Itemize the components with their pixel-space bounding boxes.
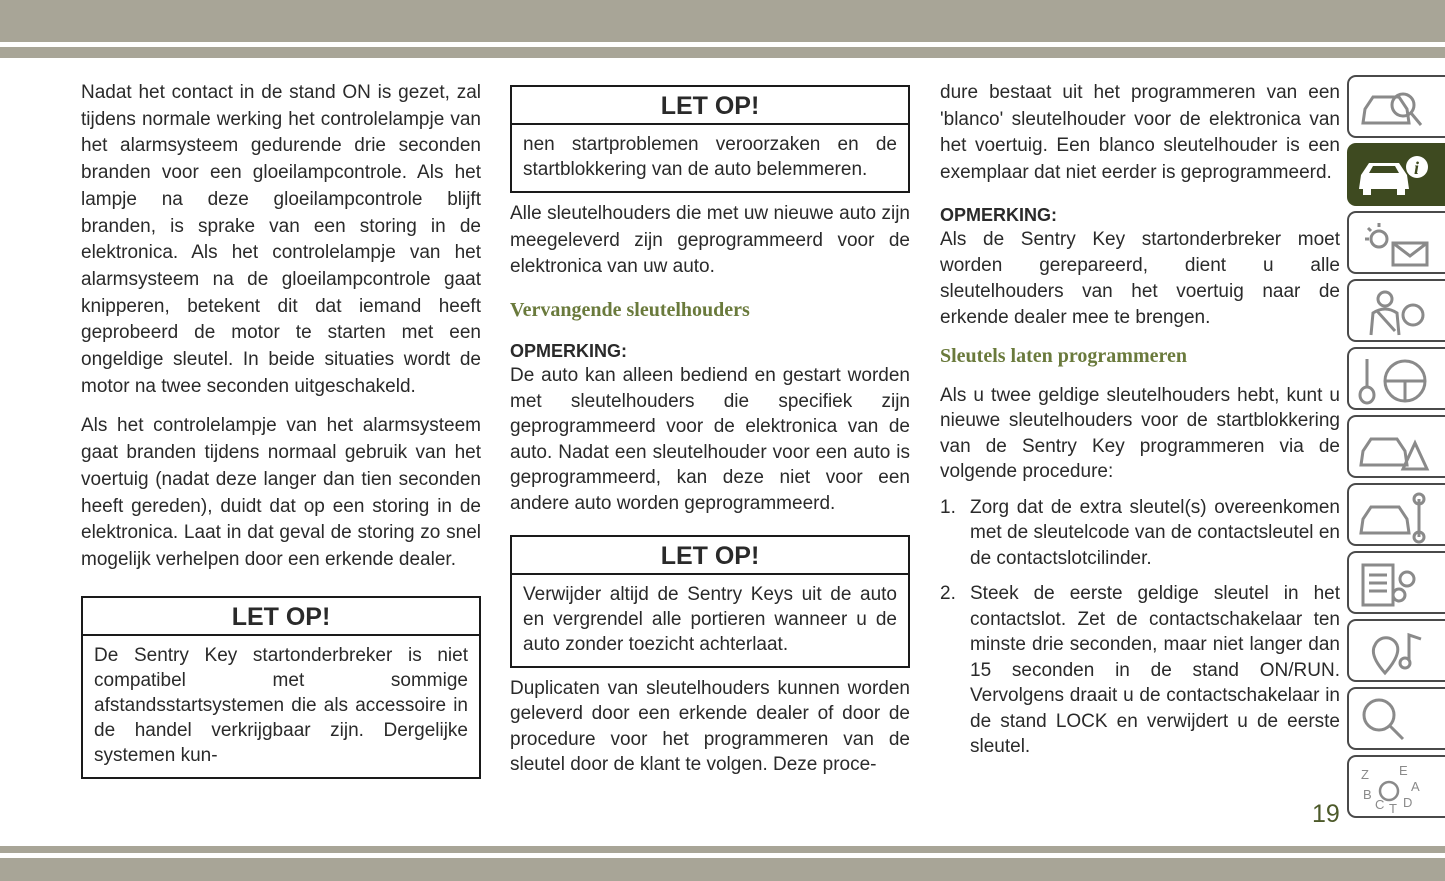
warning-title: LET OP!	[512, 87, 908, 125]
search-index-icon	[1355, 693, 1439, 748]
warning-box	[510, 535, 910, 668]
tab-key-steering[interactable]	[1347, 347, 1445, 410]
index-letter: B	[1363, 787, 1372, 802]
car-warning-triangle-icon	[1355, 421, 1439, 476]
index-letter: D	[1403, 795, 1413, 810]
step-text: Steek de eerste geldige sleutel in het contactslot. Zet de contactschakelaar ten minste drie seconden, maar niet langer dan 15 seconden in de stand ON/RUN. Vervolgens draait u de contactschakelaar in de stand LOCK en verwijdert u de eerste sleutel.	[970, 583, 1340, 758]
tab-multimedia[interactable]	[1347, 619, 1445, 682]
warning-text: Verwijder altijd de Sentry Keys uit de auto en vergrendel alle portieren wanneer u de auto zonder toezicht achterlaat.	[523, 583, 897, 655]
key-steering-wheel-icon	[1355, 353, 1439, 408]
section-heading: Vervangende sleutelhouders	[510, 299, 750, 322]
tab-specifications[interactable]	[1347, 551, 1445, 614]
warning-title: LET OP!	[83, 598, 479, 636]
bottom-footer-band	[0, 858, 1445, 881]
warning-box	[510, 85, 910, 193]
section-heading: Sleutels laten programmeren	[940, 344, 1188, 367]
tab-car-info[interactable]	[1347, 143, 1445, 206]
procedure-steps	[940, 495, 1340, 760]
warning-text: De Sentry Key startonderbreker is niet compatibel met sommige afstandsstartsystemen die als accessoire in de handel verkrijgbaar zijn. Dergelijke systemen kun-	[94, 644, 468, 766]
column-left	[81, 80, 481, 779]
column-right	[940, 80, 1340, 770]
list-item	[940, 581, 1340, 760]
warning-light-message-icon	[1355, 217, 1439, 272]
note-text: Als de Sentry Key startonderbreker moet worden gerepareerd, dient u alle sleutelhouders van het voertuig naar de erkende dealer mee te brengen.	[940, 228, 1340, 328]
svg-text:i: i	[1414, 158, 1420, 178]
warning-title: LET OP!	[512, 537, 908, 575]
car-info-icon	[1355, 149, 1439, 204]
top-header-stripe	[0, 47, 1445, 58]
seatbelt-airbag-icon	[1355, 285, 1439, 340]
tab-car-warning[interactable]	[1347, 415, 1445, 478]
alphabetical-index-icon	[1355, 761, 1439, 816]
tab-car-maintenance[interactable]	[1347, 483, 1445, 546]
index-letter: Z	[1361, 767, 1369, 782]
page-number: 19	[1312, 800, 1340, 828]
top-header-band	[0, 0, 1445, 42]
index-letter: T	[1389, 801, 1397, 816]
list-item	[940, 495, 1340, 572]
car-wrench-icon	[1355, 489, 1439, 544]
note-text: De auto kan alleen bediend en gestart worden met sleutelhouders die specifiek zijn geprogrammeerd voor de elektronica van de auto. Nadat een sleutelhouder voor een auto is geprogrammeerd, kan deze niet voor een andere auto worden geprogrammeerd.	[510, 365, 910, 515]
index-letter: A	[1411, 779, 1420, 794]
note-label: OPMERKING:	[510, 341, 627, 362]
step-number: 2.	[940, 583, 956, 605]
tab-warning-lights[interactable]	[1347, 211, 1445, 274]
paragraph: Als u twee geldige sleutelhouders hebt, kunt u nieuwe sleutelhouders voor de startblokkering van de Sentry Key programmeren via de volgende procedure:	[940, 384, 1340, 483]
multimedia-icon	[1355, 625, 1439, 680]
car-magnifier-icon	[1355, 81, 1439, 136]
tab-car-magnifier[interactable]	[1347, 75, 1445, 138]
paragraph: Als het controlelampje van het alarmsysteem gaat branden tijdens normaal gebruik van het voertuig (nadat deze langer dan tien seconden heeft gereden), duidt dat op een storing in de elektronica. Laat in dat geval de storing zo snel mogelijk verhelpen door een erkende dealer.	[81, 415, 481, 570]
column-middle	[510, 85, 910, 778]
paragraph: Duplicaten van sleutelhouders kunnen worden geleverd door een erkende dealer of door de procedure voor het programmeren van de sleutel door de klant te volgen. Deze proce-	[510, 677, 910, 776]
step-text: Zorg dat de extra sleutel(s) overeenkomen met de sleutelcode van de contactsleutel en de contactslotcilinder.	[970, 496, 1340, 569]
step-number: 1.	[940, 496, 956, 518]
bottom-footer-stripe	[0, 846, 1445, 853]
note-label: OPMERKING:	[940, 204, 1057, 225]
tab-search[interactable]	[1347, 687, 1445, 750]
paragraph: Nadat het contact in de stand ON is gezet, zal tijdens normale werking het controlelampje van het alarmsysteem gedurende drie seconden branden voor een gloeilampcontrole. Als het lampje na deze gloeilampcontrole blijft branden, is sprake van een storing in de elektronica. Als het controlelampje van het alarmsysteem na de gloeilampcontrole gaat knipperen, betekent dit dat iemand heeft geprobeerd de motor te starten met een ongeldige sleutel. In beide situaties wordt de motor na twee seconden uitgeschakeld.	[81, 82, 481, 397]
paragraph: dure bestaat uit het programmeren van een 'blanco' sleutelhouder voor de elektronica van het voertuig. Een blanco sleutelhouder is een exemplaar dat niet eerder is geprogrammeerd.	[940, 82, 1340, 184]
tab-alphabetical-index[interactable]	[1347, 755, 1445, 818]
index-letter: C	[1375, 797, 1385, 812]
index-letter: E	[1399, 763, 1408, 778]
warning-box	[81, 596, 481, 779]
tab-seatbelt-airbag[interactable]	[1347, 279, 1445, 342]
warning-text: nen startproblemen veroorzaken en de startblokkering van de auto belemmeren.	[523, 134, 897, 180]
specifications-gear-icon	[1355, 557, 1439, 612]
paragraph: Alle sleutelhouders die met uw nieuwe auto zijn meegeleverd zijn geprogrammeerd voor de elektronica van uw auto.	[510, 203, 910, 278]
